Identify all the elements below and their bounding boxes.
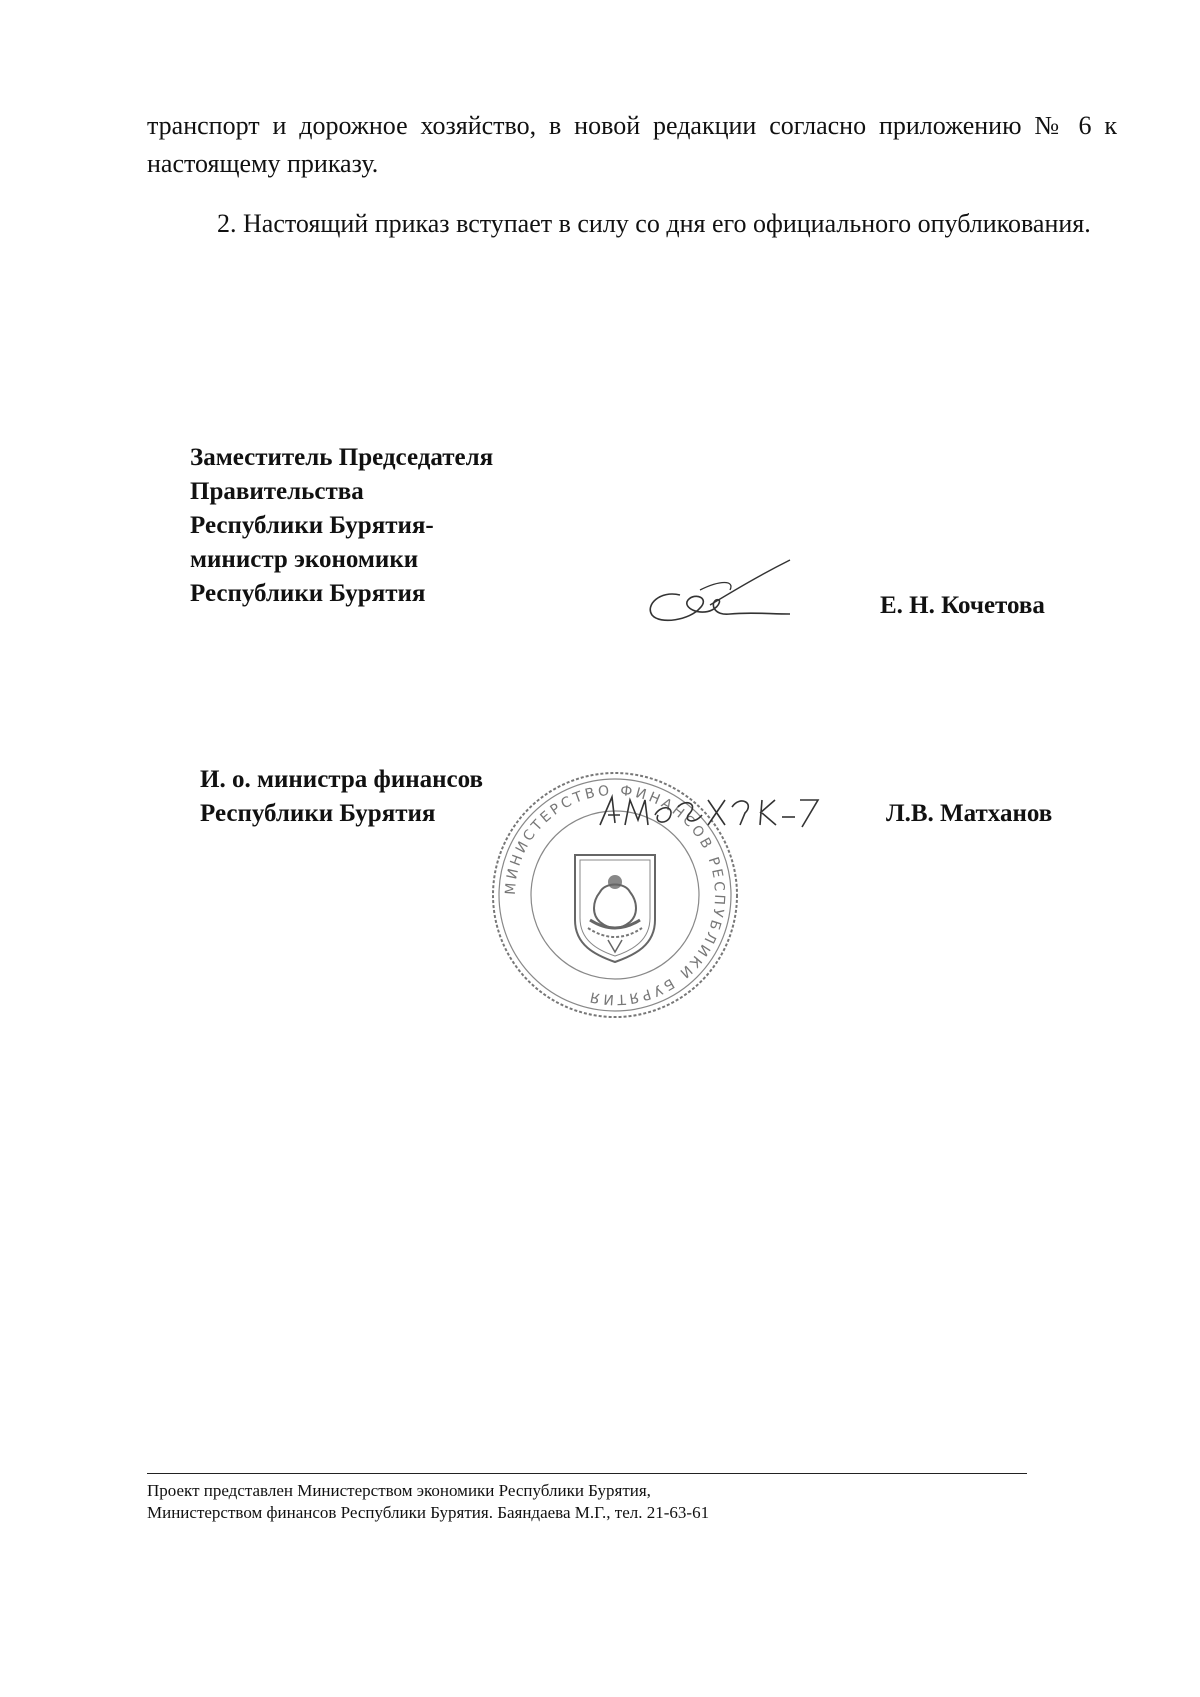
signatory-1-title-line: Республики Бурятия- — [190, 512, 434, 539]
handwritten-signature-2 — [590, 785, 830, 835]
signatory-1-title-line: Правительства — [190, 478, 364, 505]
signatory-2-title-line: И. о. министра финансов — [200, 766, 484, 793]
body-paragraph-1: транспорт и дорожное хозяйство, в новой редакции согласно приложению № 6 к настоящему приказу. — [147, 111, 1117, 178]
signatory-1-title-line: Заместитель Председателя — [190, 444, 494, 471]
signatory-1-name: Е. Н. Кочетова — [880, 592, 1045, 619]
footer-line-1: Проект представлен Министерством экономики Республики Бурятия, — [147, 1481, 651, 1500]
signatory-1-title-line: министр экономики — [190, 546, 419, 573]
footer-note — [147, 1480, 709, 1524]
signatory-1-title-line: Республики Бурятия — [190, 580, 426, 607]
footer-divider — [147, 1473, 1027, 1474]
body-paragraph-2: 2. Настоящий приказ вступает в силу со дня его официального опубликования. — [217, 209, 1091, 238]
stamp-text: МИНИСТЕРСТВО ФИНАНСОВ РЕСПУБЛИКИ БУРЯТИЯ — [502, 782, 728, 1008]
handwritten-signature-1 — [640, 550, 820, 630]
signatory-2-title-line: Республики Бурятия — [200, 800, 436, 827]
footer-line-2: Министерством финансов Республики Бурятия. Баяндаева М.Г., тел. 21-63-61 — [147, 1503, 710, 1522]
signatory-2-title — [200, 763, 483, 831]
signatory-2-name: Л.В. Матханов — [886, 800, 1053, 827]
coat-of-arms-emblem — [575, 855, 655, 962]
signatory-1-title — [190, 441, 493, 611]
